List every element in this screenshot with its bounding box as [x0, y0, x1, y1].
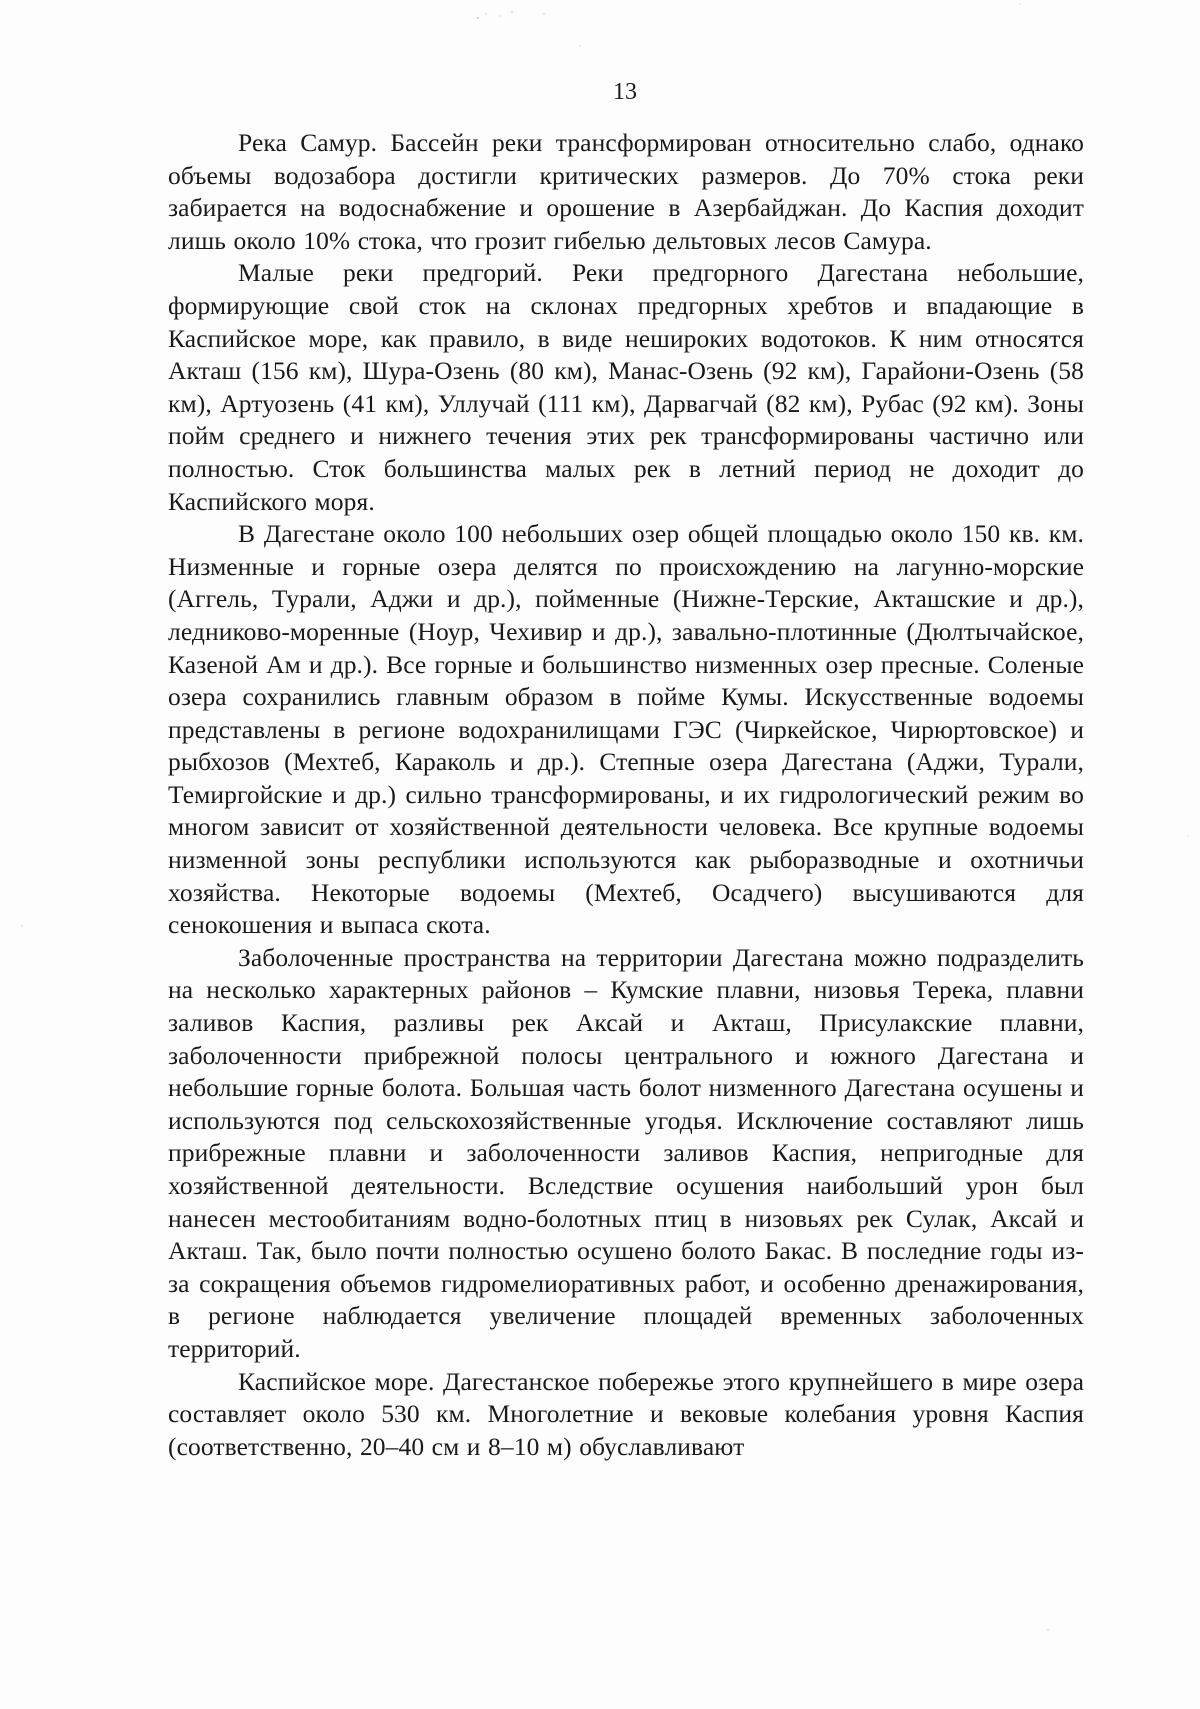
paragraph-foothill-rivers: Малые реки предгорий. Реки предгорного Дагестана небольшие, формирующие свой сток на склонах предгорных хребтов и впадающие в Каспийское море, как правило, в виде неширокиx водотоков. К ним относятся Акташ (156 км), Шура-Озень (80 км), Манас-Озень (92 км), Гарайони-Озень (58 км), Артуозень (41 км), Уллучай (111 км), Дарвагчай (82 км), Рубас (92 км). Зоны пойм среднего и нижнего течения этих рек трансформированы частично или полностью. Сток большинства малых рек в летний период не доходит до Каспийского моря.: [168, 258, 1084, 516]
paragraph-samur-river: Река Самур. Бассейн реки трансформирован относительно слабо, однако объемы водозабора достигли критических размеров. До 70% стока реки забирается на водоснабжение и орошение в Азербайджан. До Каспия доходит лишь около 10% стока, что грозит гибелью дельтовых лесов Самура.: [168, 128, 1084, 255]
paragraph-lakes: В Дагестане около 100 небольших озер общей площадью около 150 кв. км. Низменные и горные озера делятся по происхождению на лагунно-морские (Аггель, Турали, Аджи и др.), пойменные (Нижне-Терские, Акташские и др.), ледниково-моренные (Ноур, Чехивир и др.), завально-плотинные (Дюлтычайское, Казеной Ам и др.). Все горные и большинство низменных озер пресные. Соленые озера сохранились главным образом в пойме Кумы. Искусственные водоемы представлены в регионе водохранилищами ГЭС (Чиркейское, Чирюртовское) и рыбхозов (Мехтеб, Караколь и др.). Степные озера Дагестана (Аджи, Турали, Темиргойские и др.) сильно трансформированы, и их гидрологический режим во многом зависит от хозяйственной деятельности человека. Все крупные водоемы низменной зоны республики используются как рыборазводные и охотничьи хозяйства. Некоторые водоемы (Мехтеб, Осадчего) высушиваются для сенокошения и выпаса скота.: [168, 519, 1084, 940]
page-number: 13: [613, 79, 637, 105]
paragraph-caspian-sea: Каспийское море. Дагестанское побережье этого крупнейшего в мире озера составляет около 530 км. Многолетние и вековые колебания уровня Каспия (соответственно, 20–40 см и 8–10 м) обуславливают: [168, 1366, 1084, 1461]
document-body: [168, 127, 1084, 1463]
paragraph-wetlands: Заболоченные пространства на территории Дагестана можно подразделить на несколько характерных районов – Кумские плавни, низовья Терека, плавни заливов Каспия, разливы рек Аксай и Акташ, Присулакские плавни, заболоченности прибрежной полосы центрального и южного Дагестана и небольшие горные болота. Большая часть болот низменного Дагестана осушены и используются под сельскохозяйственные угодья. Исключение составляют лишь прибрежные плавни и заболоченности заливов Каспия, непригодные для хозяйственной деятельности. Вследствие осушения наибольший урон был нанесен местообитаниям водно-болотных птиц в низовьях рек Сулак, Аксай и Акташ. Так, было почти полностью осушено болото Бакас. В последние годы из-за сокращения объемов гидромелиоративных работ, и особенно дренажирования, в регионе наблюдается увеличение площадей временных заболоченных территорий.: [168, 942, 1084, 1363]
